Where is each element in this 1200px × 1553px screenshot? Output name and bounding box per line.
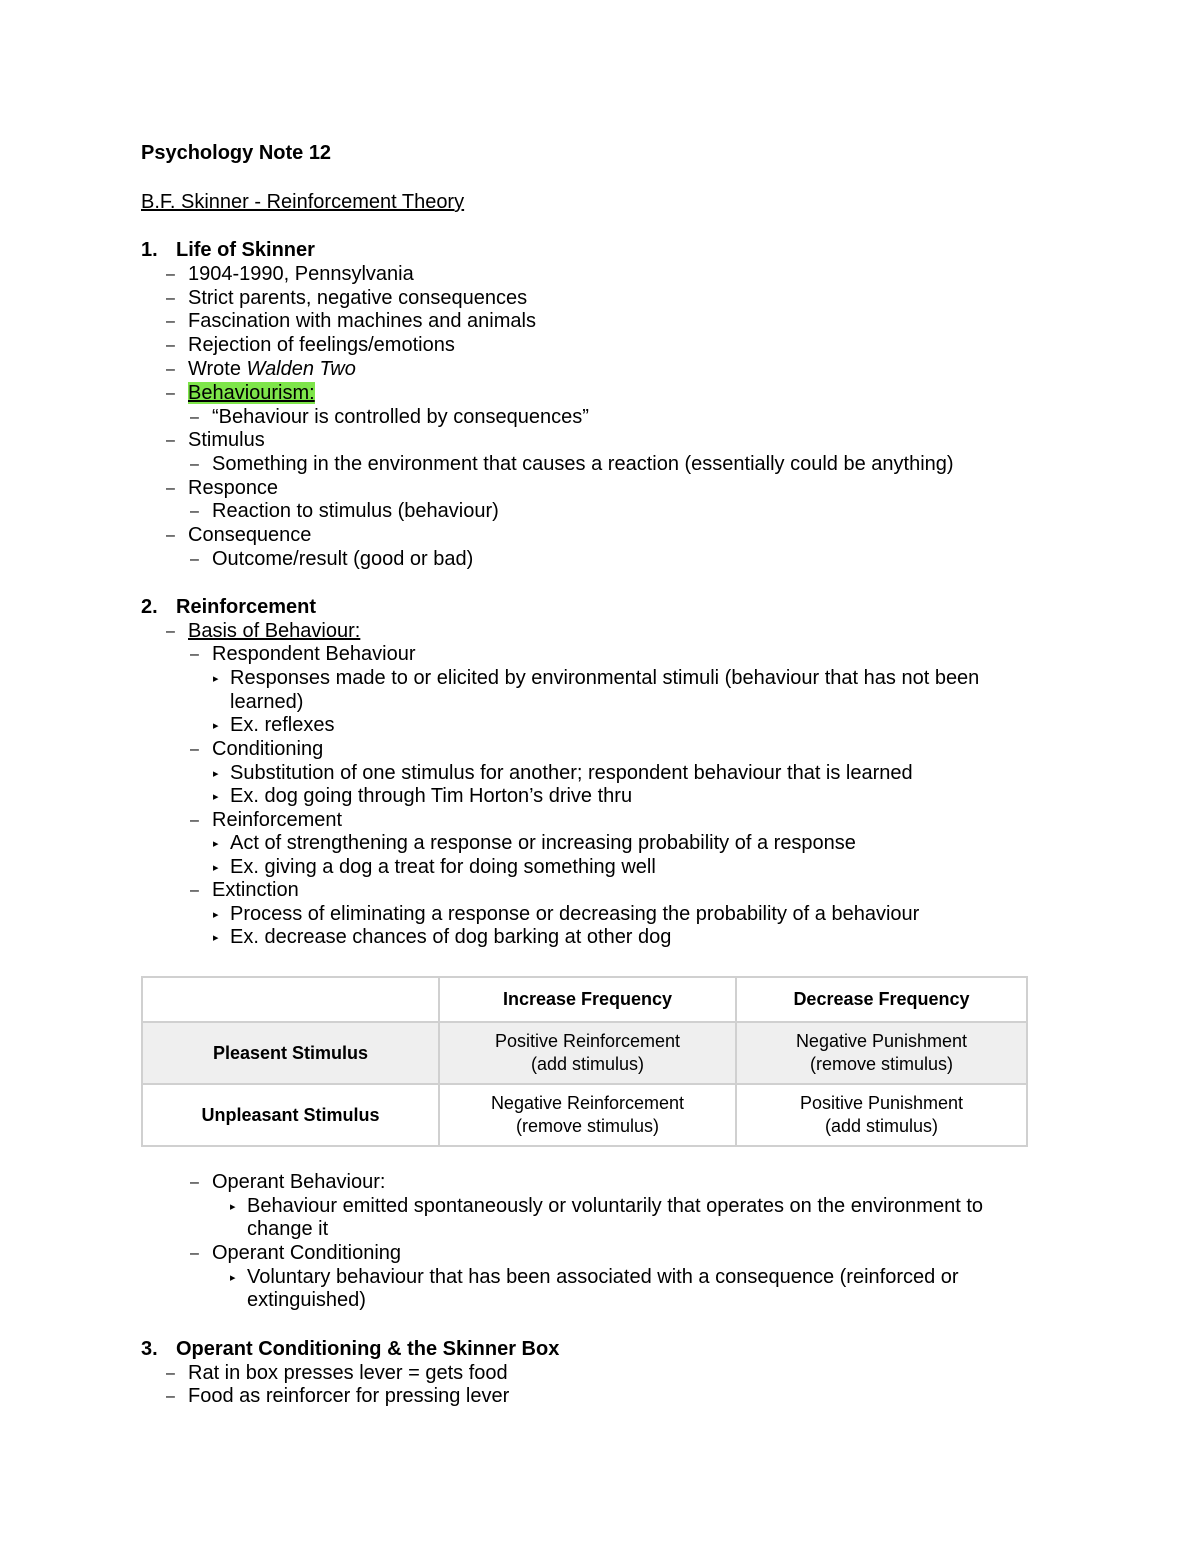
list-item <box>213 785 633 809</box>
list-item: – Fascination with machines and animals <box>188 310 536 334</box>
list-item: – Rejection of feelings/emotions <box>188 334 455 358</box>
list-item: – Respondent Behaviour <box>212 643 415 667</box>
list-item: – Reaction to stimulus (behaviour) <box>212 500 499 524</box>
bullet-icon: ▸ <box>213 932 219 944</box>
table-header-cell: Decrease Frequency <box>736 977 1027 1022</box>
table-header-cell: Increase Frequency <box>439 977 736 1022</box>
bullet-icon: ▸ <box>213 673 219 685</box>
cell-sub-text: (remove stimulus) <box>809 1054 954 1074</box>
list-item-text: Process of eliminating a response or decreasing the probability of a behaviour <box>230 903 920 925</box>
underlined-term: Basis of Behaviour: <box>188 620 361 642</box>
list-item: – Consequence <box>188 524 311 548</box>
list-item <box>213 762 913 786</box>
cell-main-text: Negative Punishment <box>795 1031 968 1051</box>
list-item: – 1904-1990, Pennsylvania <box>188 263 414 287</box>
list-item <box>213 667 980 691</box>
page-subtitle: B.F. Skinner - Reinforcement Theory <box>141 191 465 213</box>
bullet-icon: ▸ <box>213 862 219 874</box>
book-title: Walden Two <box>246 358 356 380</box>
row-header-cell: Unpleasant Stimulus <box>142 1084 439 1146</box>
bullet-icon: ▸ <box>213 909 219 921</box>
list-item-text: Ex. dog going through Tim Horton’s drive thru <box>230 785 633 807</box>
list-item <box>213 926 672 950</box>
section-1-heading <box>141 239 315 263</box>
list-item-continuation: extinguished) <box>247 1289 366 1311</box>
table-header-cell <box>142 977 439 1022</box>
bullet-icon: ▸ <box>213 791 219 803</box>
list-item: – Operant Conditioning <box>212 1242 401 1266</box>
list-item-text: Substitution of one stimulus for another; respondent behaviour that is learned <box>230 762 913 784</box>
highlighted-term: Behaviourism: <box>188 382 315 404</box>
reinforcement-table <box>141 976 1028 1147</box>
list-item-continuation: change it <box>247 1218 329 1240</box>
list-item: – Rat in box presses lever = gets food <box>188 1362 508 1386</box>
bullet-icon: ▸ <box>213 720 219 732</box>
list-item <box>230 1266 959 1290</box>
list-item-text: Ex. decrease chances of dog barking at other dog <box>230 926 672 948</box>
list-item-text: Wrote <box>188 358 247 380</box>
section-title: Life of Skinner <box>176 239 315 261</box>
list-item-text: Ex. giving a dog a treat for doing something well <box>230 856 656 878</box>
list-item <box>230 1195 983 1219</box>
section-3-heading <box>141 1338 559 1362</box>
list-item-text: Voluntary behaviour that has been associated with a consequence (reinforced or <box>247 1266 959 1288</box>
section-number: 2. <box>141 596 158 618</box>
table-row <box>142 1084 1027 1146</box>
table-cell <box>439 1084 736 1146</box>
bullet-icon: ▸ <box>230 1272 236 1284</box>
cell-sub-text: (remove stimulus) <box>515 1116 660 1136</box>
list-item-text: Responses made to or elicited by environmental stimuli (behaviour that has not been <box>230 667 980 689</box>
table-cell <box>439 1022 736 1084</box>
section-title: Operant Conditioning & the Skinner Box <box>176 1338 560 1360</box>
list-item: – Responce <box>188 477 278 501</box>
list-item-text: Act of strengthening a response or increasing probability of a response <box>230 832 856 854</box>
table-header-row <box>142 977 1027 1022</box>
list-item <box>188 382 315 406</box>
page-title: Psychology Note 12 <box>141 142 332 164</box>
list-item: – Outcome/result (good or bad) <box>212 548 473 572</box>
bullet-icon: ▸ <box>213 768 219 780</box>
section-number: 3. <box>141 1338 158 1360</box>
section-title: Reinforcement <box>176 596 317 618</box>
section-2-heading <box>141 596 316 620</box>
list-item <box>188 358 356 382</box>
list-item: – Stimulus <box>188 429 265 453</box>
list-item <box>213 903 920 927</box>
list-item <box>213 856 656 880</box>
list-item <box>213 714 335 738</box>
cell-sub-text: (add stimulus) <box>530 1054 645 1074</box>
section-number: 1. <box>141 239 158 261</box>
list-item: – Food as reinforcer for pressing lever <box>188 1385 509 1409</box>
list-item: – Something in the environment that causes a reaction (essentially could be anything) <box>212 453 954 477</box>
table-cell <box>736 1084 1027 1146</box>
table-row <box>142 1022 1027 1084</box>
cell-main-text: Negative Reinforcement <box>490 1093 685 1113</box>
list-item: – Operant Behaviour: <box>212 1171 385 1195</box>
list-item: – Reinforcement <box>212 809 342 833</box>
list-item-text: Ex. reflexes <box>230 714 335 736</box>
list-item: – Conditioning <box>212 738 323 762</box>
list-item <box>188 620 360 644</box>
list-item: – Strict parents, negative consequences <box>188 287 527 311</box>
cell-main-text: Positive Punishment <box>799 1093 964 1113</box>
table-cell <box>736 1022 1027 1084</box>
cell-main-text: Positive Reinforcement <box>494 1031 681 1051</box>
list-item <box>213 832 856 856</box>
list-item: – Extinction <box>212 879 299 903</box>
list-item: – “Behaviour is controlled by consequences” <box>212 406 589 430</box>
row-header-cell: Pleasent Stimulus <box>142 1022 439 1084</box>
cell-sub-text: (add stimulus) <box>824 1116 939 1136</box>
list-item-text: Behaviour emitted spontaneously or voluntarily that operates on the environment to <box>247 1195 983 1217</box>
bullet-icon: ▸ <box>230 1201 236 1213</box>
bullet-icon: ▸ <box>213 838 219 850</box>
list-item-continuation: learned) <box>230 691 304 713</box>
